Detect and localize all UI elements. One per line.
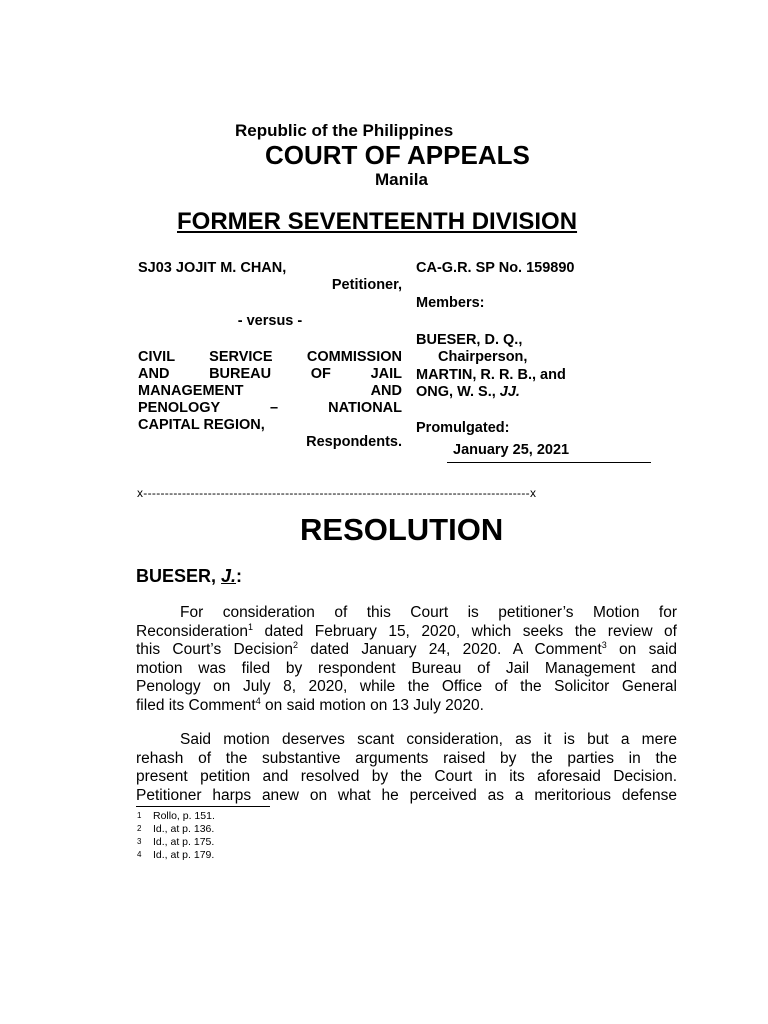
paragraph-line: [136, 623, 677, 642]
members-label: Members:: [416, 295, 485, 311]
city-heading: Manila: [375, 170, 428, 189]
paragraph-line: [136, 731, 677, 750]
text-run: Said motion deserves scant consideration, as it is but a mere: [180, 731, 677, 748]
text-run: Reconsideration: [136, 622, 249, 640]
text-run: on said: [606, 641, 678, 658]
footnote-ref[interactable]: 4: [255, 695, 261, 706]
petitioner-label: Petitioner,: [331, 277, 402, 293]
paragraph-line: present petition and resolved by the Court in its aforesaid Decision.: [136, 768, 677, 785]
member-ong: [416, 384, 520, 401]
paragraph-line: [136, 604, 677, 623]
footnote: [137, 849, 214, 862]
footnote-ref[interactable]: 2: [292, 639, 298, 650]
respondent-line: MANAGEMENT AND: [138, 383, 402, 399]
versus-label: - versus -: [237, 313, 303, 329]
footnote-number: 3: [137, 837, 142, 846]
petitioner-name: SJ03 JOJIT M. CHAN,: [138, 260, 287, 276]
member-martin: MARTIN, R. R. B., and: [416, 367, 566, 383]
ponente-colon: :: [236, 566, 243, 586]
paragraph-line: Petitioner harps anew on what he perceived as a meritorious defense: [136, 786, 677, 804]
footnote-text: Id., at p. 175.: [153, 836, 215, 848]
footnote-number: 4: [137, 850, 142, 859]
text-run: dated January 24, 2020. A Comment: [297, 641, 602, 658]
text-run: filed its Comment: [136, 696, 256, 714]
footnote-ref[interactable]: 1: [248, 621, 254, 632]
respondent-line: CAPITAL REGION,: [138, 417, 265, 433]
footnote-ref[interactable]: 3: [601, 639, 607, 650]
member-chairperson: BUESER, D. Q.,: [416, 332, 523, 348]
respondent-line: PENOLOGY – NATIONAL: [138, 400, 402, 416]
footnote-rule: [136, 806, 270, 807]
member-ong-name: ONG, W. S.,: [416, 384, 496, 400]
ponente: [136, 566, 242, 587]
footnote-text: Id., at p. 136.: [153, 823, 215, 835]
respondent-line: AND BUREAU OF JAIL: [138, 366, 402, 382]
footnote-text: Id., at p. 179.: [153, 849, 215, 861]
document-title: RESOLUTION: [300, 512, 504, 547]
text-run: dated February 15, 2020, which seeks the review of: [253, 622, 677, 640]
paragraph-line: motion was filed by respondent Bureau of Jail Management and: [136, 659, 677, 677]
caption-separator: x------------------------------------------------------------------------------------------x: [137, 486, 537, 500]
ponente-name: BUESER,: [136, 566, 217, 586]
paragraph-line: [136, 641, 677, 660]
division-heading: FORMER SEVENTEENTH DIVISION: [177, 208, 578, 235]
paragraph-line: rehash of the substantive arguments raised by the parties in the: [136, 749, 677, 767]
text-run: this Court’s Decision: [136, 641, 293, 658]
justices-suffix: JJ.: [499, 384, 520, 400]
footnote-number: 2: [137, 824, 142, 833]
paragraph-line: Penology on July 8, 2020, while the Office of the Solicitor General: [136, 678, 677, 695]
footnote: [137, 823, 214, 836]
respondents-block: [138, 349, 402, 451]
paragraph-line: [136, 697, 677, 716]
respondent-line: CIVIL SERVICE COMMISSION: [138, 349, 402, 365]
ponente-suffix: J.: [221, 566, 237, 586]
text-run: on said motion on 13 July 2020.: [260, 696, 484, 714]
court-heading: COURT OF APPEALS: [265, 140, 530, 170]
paragraph-2: [136, 731, 677, 805]
footnote: [137, 836, 214, 849]
chairperson-role: Chairperson,: [438, 349, 528, 365]
promulgated-label: Promulgated:: [416, 420, 510, 436]
paragraph-1: [136, 604, 677, 715]
text-run: For consideration of this Court is petitioner’s Motion for: [180, 604, 677, 621]
promulgated-underline: [447, 462, 651, 463]
footnote: [137, 810, 215, 823]
promulgated-date: January 25, 2021: [453, 442, 570, 458]
footnote-text: Rollo, p. 151.: [153, 810, 215, 822]
footnote-number: 1: [137, 811, 142, 820]
respondents-label: Respondents.: [306, 434, 402, 450]
case-number: CA-G.R. SP No. 159890: [416, 260, 575, 276]
republic-heading: Republic of the Philippines: [235, 121, 454, 140]
